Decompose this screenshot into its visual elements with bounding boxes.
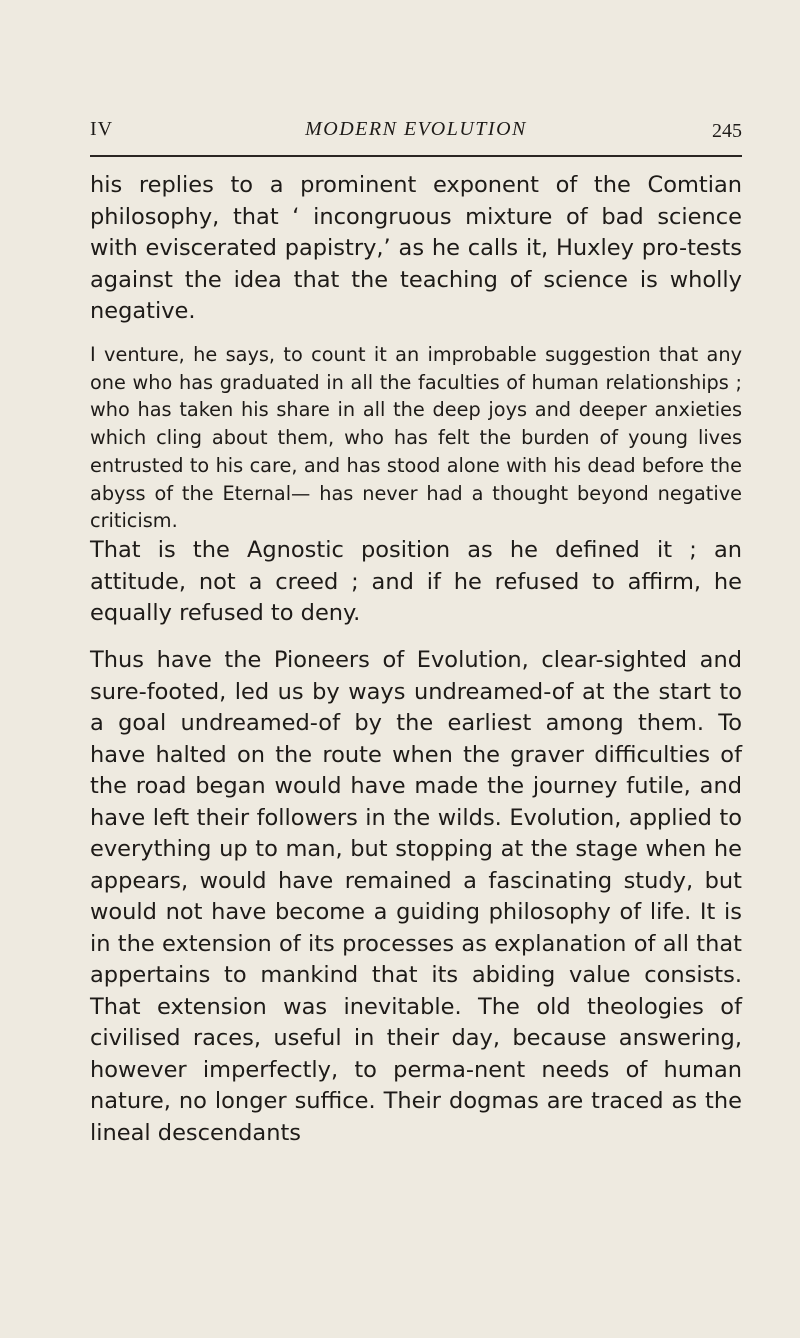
running-title: MODERN EVOLUTION	[305, 118, 527, 140]
header-rule	[90, 155, 742, 157]
paragraph-pioneers-of-evolution: Thus have the Pioneers of Evolution, clear-sighted and sure-footed, led us by ways undreamed-of at the start to a goal undreamed-of by the earliest among them. To have halted on the route when the graver difficulties of the road began would have made the journey futile, and have left their followers in the wilds. Evolution, applied to everything up to man, but stopping at the stage when he appears, would have remained a fascinating study, but would not have become a guiding philosophy of life. It is in the extension of its processes as explanation of all that appertains to mankind that its abiding value consists. That extension was inevitable. The old theologies of civilised races, useful in their day, because answering, however imperfectly, to perma-nent needs of human nature, no longer suffice. Their dogmas are traced as the lineal descendants	[90, 647, 742, 1146]
block-quote: I venture, he says, to count it an improbable suggestion that any one who has graduated in all the faculties of human relationships ; who has taken his share in all the deep joys and deeper anxieties which cling about them, who has felt the burden of young lives entrusted to his care, and has stood alone with his dead before the abyss of the Eternal— has never had a thought beyond negative criticism.	[90, 343, 742, 533]
chapter-number: IV	[90, 118, 114, 140]
paragraph-huxley-protest: his replies to a prominent exponent of the Comtian philosophy, that ‘ incongruous mixture of bad science with eviscerated papistry,’ as he calls it, Huxley pro-tests against the idea that the teaching of science is wholly negative.	[90, 172, 742, 324]
paragraph-agnostic-position: That is the Agnostic position as he defined it ; an attitude, not a creed ; and if he refused to affirm, he equally refused to deny.	[90, 537, 742, 626]
page-header	[90, 118, 742, 148]
page-number: 245	[712, 120, 742, 142]
